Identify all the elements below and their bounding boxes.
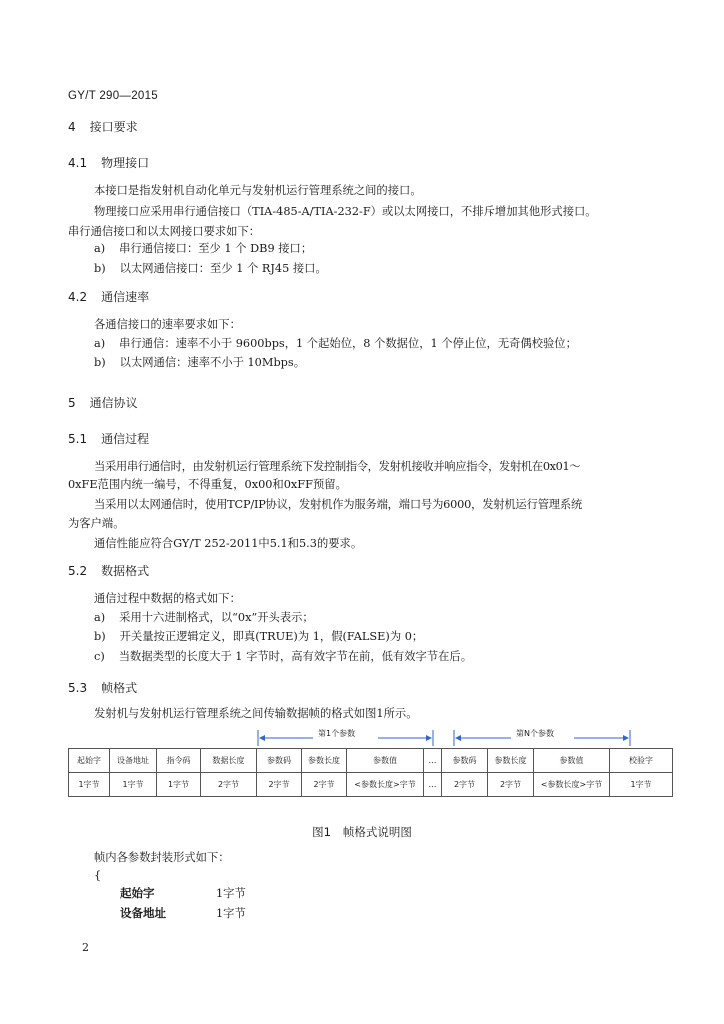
section-number: 4.1 [68,156,88,170]
frame-cell: 参数长度 [488,749,534,773]
frame-cell: 数据长度 [201,749,257,773]
figure-title: 帧格式说明图 [342,825,412,839]
section-number: 4 [68,120,76,134]
arrow-right-icon [623,735,629,741]
frame-cell: 参数码 [257,749,302,773]
field-size: 1字节 [216,907,246,920]
frame-cell: 参数值 [347,749,424,773]
list-text: 以太网通信接口：至少 1 个 RJ45 接口。 [119,262,327,275]
standard-code: GY/T 290—2015 [68,90,158,102]
paragraph: 为客户端。 [68,517,125,530]
section-title: 通信速率 [101,290,150,304]
frame-cell: 1字节 [110,773,157,797]
paragraph: 本接口是指发射机自动化单元与发射机运行管理系统之间的接口。 [94,184,422,197]
frame-cell: 1字节 [610,773,673,797]
paragraph: 通信性能应符合GY/T 252-2011中5.1和5.3的要求。 [94,537,363,550]
figure-number: 图1 [312,825,331,839]
list-item [94,337,577,351]
frame-cell: 2字节 [442,773,488,797]
frame-cell: 参数码 [442,749,488,773]
list-text: 串行通信接口：至少 1 个 DB9 接口； [119,242,313,255]
page-number: 2 [82,941,89,954]
frame-cell: 起始字 [69,749,110,773]
section-number: 5.3 [68,681,88,695]
frame-size-row [69,773,673,797]
field-row [120,886,246,901]
section-5-1-heading [68,432,149,446]
section-number: 5 [68,396,76,410]
frame-cell: 参数长度 [302,749,347,773]
frame-cell: 2字节 [302,773,347,797]
list-marker: a) [94,242,106,255]
param-1-label: 第1个参数 [318,729,356,738]
list-marker: a) [94,337,106,350]
list-text: 当数据类型的长度大于 1 字节时，高有效字节在前，低有效字节在后。 [118,650,473,663]
section-title: 帧格式 [101,681,138,695]
paragraph: 各通信接口的速率要求如下： [94,318,241,331]
frame-cell: 2字节 [488,773,534,797]
frame-cell: … [424,749,442,773]
section-title: 物理接口 [101,156,150,170]
frame-cell: <参数长度>字节 [534,773,610,797]
list-text: 串行通信：速率不小于 9600bps，1 个起始位，8 个数据位，1 个停止位，无奇偶校验位； [119,337,577,350]
frame-cell: 1字节 [157,773,201,797]
list-item [94,356,305,370]
param-n-label: 第N个参数 [516,729,554,738]
frame-cell: 2字节 [257,773,302,797]
list-text: 开关量按正逻辑定义，即真(TRUE)为 1，假(FALSE)为 0； [119,630,424,643]
frame-cell: 校验字 [610,749,673,773]
list-marker: a) [94,611,106,624]
paragraph: 通信过程中数据的格式如下： [94,592,241,605]
list-marker: c) [94,650,105,663]
arrow-left-icon [259,735,265,741]
section-5-3-heading [68,681,137,695]
paragraph: 当采用以太网通信时，使用TCP/IP协议，发射机作为服务端，端口号为6000，发射机运行管理系统 [94,498,583,511]
frame-cell: 1字节 [69,773,110,797]
list-item [94,630,423,644]
open-brace: { [94,869,102,882]
paragraph: 帧内各参数封装形式如下： [94,851,230,864]
field-size: 1字节 [216,887,246,900]
frame-header-row [69,749,673,773]
paragraph: 串行通信接口和以太网接口要求如下： [68,225,261,238]
frame-cell: 参数值 [534,749,610,773]
list-item [94,650,472,664]
frame-cell: 2字节 [201,773,257,797]
list-text: 采用十六进制格式，以“0x”开头表示； [119,611,314,624]
section-5-heading [68,396,138,410]
section-title: 接口要求 [89,120,138,134]
section-4-2-heading [68,290,149,304]
section-5-2-heading [68,564,149,578]
section-number: 5.1 [68,432,88,446]
parameter-range-arrows [68,726,672,748]
figure-caption [0,824,724,840]
section-number: 4.2 [68,290,88,304]
frame-cell: 指令码 [157,749,201,773]
arrow-left-icon [455,735,461,741]
list-marker: b) [94,262,106,275]
frame-cell: … [424,773,442,797]
frame-cell: 设备地址 [110,749,157,773]
field-name: 起始字 [120,886,155,900]
arrow-right-icon [426,735,432,741]
section-number: 5.2 [68,564,88,578]
frame-cell: <参数长度>字节 [347,773,424,797]
section-title: 通信协议 [89,396,138,410]
list-marker: b) [94,630,106,643]
section-title: 通信过程 [101,432,150,446]
section-4-heading [68,120,138,134]
paragraph: 0xFE范围内统一编号，不得重复，0x00和0xFF预留。 [68,478,347,491]
field-row [120,906,246,921]
frame-format-diagram [68,726,672,801]
paragraph: 发射机与发射机运行管理系统之间传输数据帧的格式如图1所示。 [94,707,418,720]
field-name: 设备地址 [120,906,166,920]
section-4-1-heading [68,156,149,170]
list-marker: b) [94,356,106,369]
paragraph: 当采用串行通信时，由发射机运行管理系统下发控制指令，发射机接收并响应指令，发射机在0x01～ [94,460,581,473]
section-title: 数据格式 [101,564,150,578]
paragraph: 物理接口应采用串行通信接口（TIA-485-A/TIA-232-F）或以太网接口，不排斥增加其他形式接口。 [94,205,597,218]
list-item [94,611,314,625]
list-text: 以太网通信：速率不小于 10Mbps。 [119,356,305,369]
list-item [94,262,327,276]
frame-table [68,748,673,797]
list-item [94,242,312,256]
